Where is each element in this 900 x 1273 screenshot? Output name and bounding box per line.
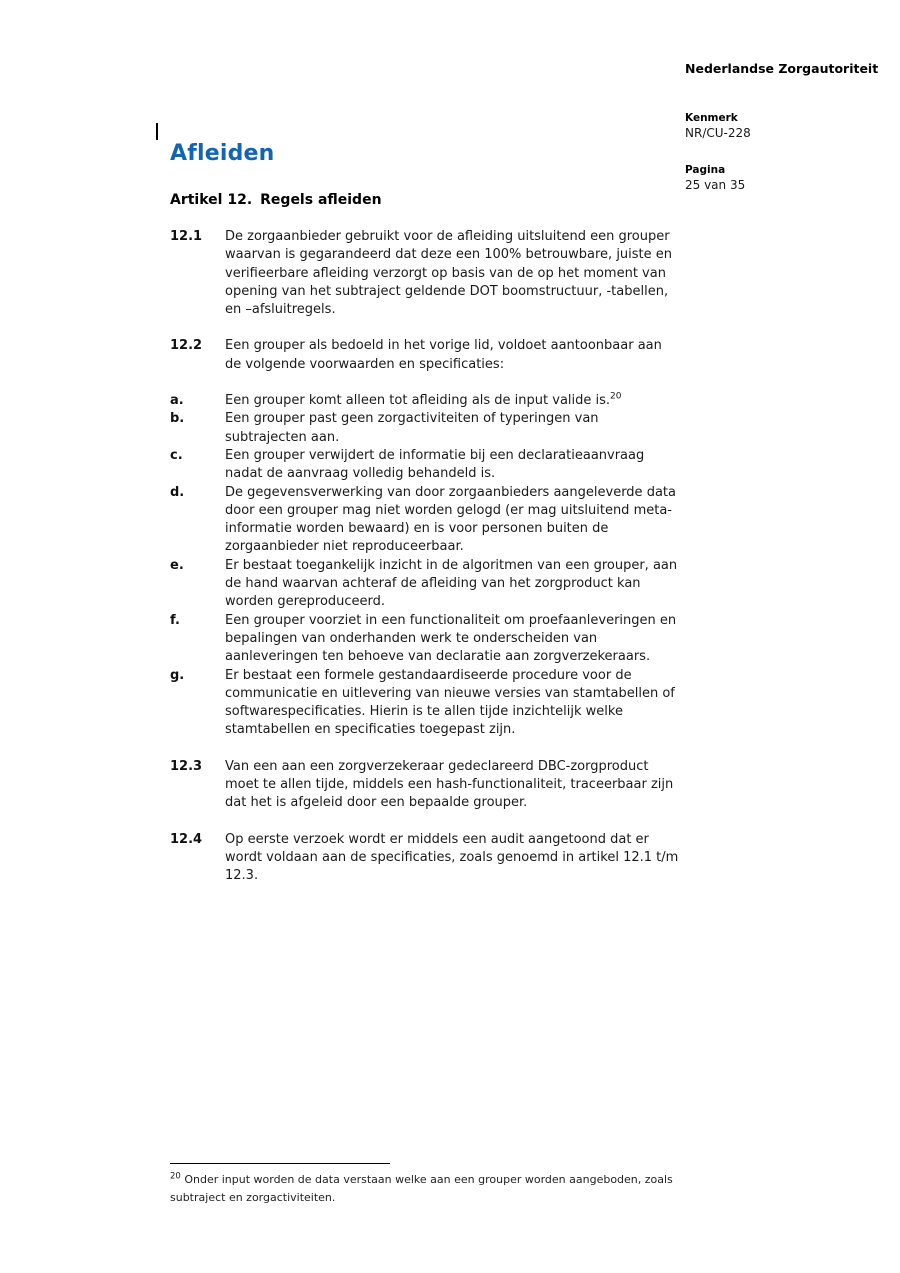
- item-text: Een grouper komt alleen tot afleiding als de input valide is.$^{20}$: [225, 391, 622, 409]
- item-letter: f.: [170, 612, 180, 628]
- item-letter: b.: [170, 411, 185, 427]
- item-letter: e.: [170, 557, 184, 573]
- clause-number: 12.4: [170, 831, 203, 847]
- clause-text: Van een aan een zorgverzekeraar gedeclareerd DBC-zorgproduct moet te allen tijde, middels een hash-functionaliteit, traceerbaar zijn dat het is afgeleid door een bepaalde grouper.: [225, 758, 674, 811]
- page-title: Afleiden: [170, 141, 275, 166]
- clause-12-2: [170, 337, 682, 374]
- pagina-label: Pagina: [685, 164, 726, 176]
- footnote-divider: [170, 1163, 390, 1164]
- clause-text: Een grouper als bedoeld in het vorige lid, voldoet aantoonbaar aan de volgende voorwaarden en specificaties:: [225, 338, 662, 372]
- list-item-g: [170, 667, 682, 740]
- item-text: Een grouper voorziet in een functionaliteit om proefaanleveringen en bepalingen van onderhanden werk te onderscheiden van aanleveringen ten behoeve van declaratie aan zorgverzekeraars.: [225, 612, 677, 665]
- change-mark-bar: [156, 123, 158, 140]
- list-item-d: [170, 484, 682, 557]
- footnote: [170, 1171, 675, 1207]
- list-item-e: [170, 557, 682, 612]
- clause-12-1: [170, 228, 682, 319]
- article-body: [170, 228, 682, 886]
- clause-12-3: [170, 758, 682, 813]
- kenmerk-block: [685, 112, 751, 140]
- clause-text: De zorgaanbieder gebruikt voor de afleiding uitsluitend een grouper waarvan is gegarandeerd dat deze een 100% betrouwbare, juiste en verifieerbare afleiding verzorgt op basis van de op het moment van opening van het subtraject geldende DOT boomstructuur, -tabellen, en –afsluitregels.: [225, 229, 673, 318]
- list-item-b: [170, 410, 682, 447]
- org-name: Nederlandse Zorgautoriteit: [685, 61, 879, 76]
- list-item-a: [170, 392, 682, 410]
- list-item-c: [170, 447, 682, 484]
- item-text: Een grouper verwijdert de informatie bij een declaratieaanvraag nadat de aanvraag volledig behandeld is.: [225, 447, 645, 482]
- footnote-marker: 20: [170, 1171, 181, 1182]
- clause-12-4: [170, 831, 682, 886]
- item-letter: c.: [170, 447, 183, 463]
- clause-number: 12.3: [170, 758, 203, 774]
- kenmerk-value: NR/CU-228: [685, 126, 751, 140]
- footnote-ref: 20: [610, 391, 622, 402]
- article-heading: [170, 192, 382, 208]
- clause-number: 12.1: [170, 229, 203, 244]
- kenmerk-label: Kenmerk: [685, 112, 738, 124]
- article-title: Regels afleiden: [260, 192, 382, 208]
- article-number: Artikel 12.: [170, 192, 253, 208]
- item-text: Er bestaat toegankelijk inzicht in de algoritmen van een grouper, aan de hand waarvan achteraf de afleiding van het zorgproduct kan worden gereproduceerd.: [225, 557, 678, 610]
- pagina-block: [685, 164, 745, 192]
- list-item-f: [170, 612, 682, 667]
- item-letter: g.: [170, 667, 185, 683]
- footnote-area: [170, 1163, 675, 1207]
- item-text: Er bestaat een formele gestandaardiseerde procedure voor de communicatie en uitlevering van nieuwe versies van stamtabellen of softwarespecificaties. Hierin is te allen tijde inzichtelijk welke stamtabellen en specificaties toegepast zijn.: [225, 667, 675, 738]
- footnote-text: Onder input worden de data verstaan welke aan een grouper worden aangeboden, zoals subtraject en zorgactiviteiten.: [170, 1173, 673, 1204]
- item-letter: a.: [170, 393, 184, 409]
- pagina-value: 25 van 35: [685, 178, 746, 192]
- item-letter: d.: [170, 484, 185, 500]
- clause-number: 12.2: [170, 338, 203, 354]
- item-text: Een grouper past geen zorgactiviteiten of typeringen van subtrajecten aan.: [225, 411, 599, 445]
- item-text: De gegevensverwerking van door zorgaanbieders aangeleverde data door een grouper mag niet worden gelogd (er mag uitsluitend meta-informatie worden bewaard) en is voor personen buiten de zorgaanbieder niet reproduceerbaar.: [225, 484, 676, 555]
- clause-text: Op eerste verzoek wordt er middels een audit aangetoond dat er wordt voldaan aan de specificaties, zoals genoemd in artikel 12.1 t/m 12.3.: [225, 831, 679, 884]
